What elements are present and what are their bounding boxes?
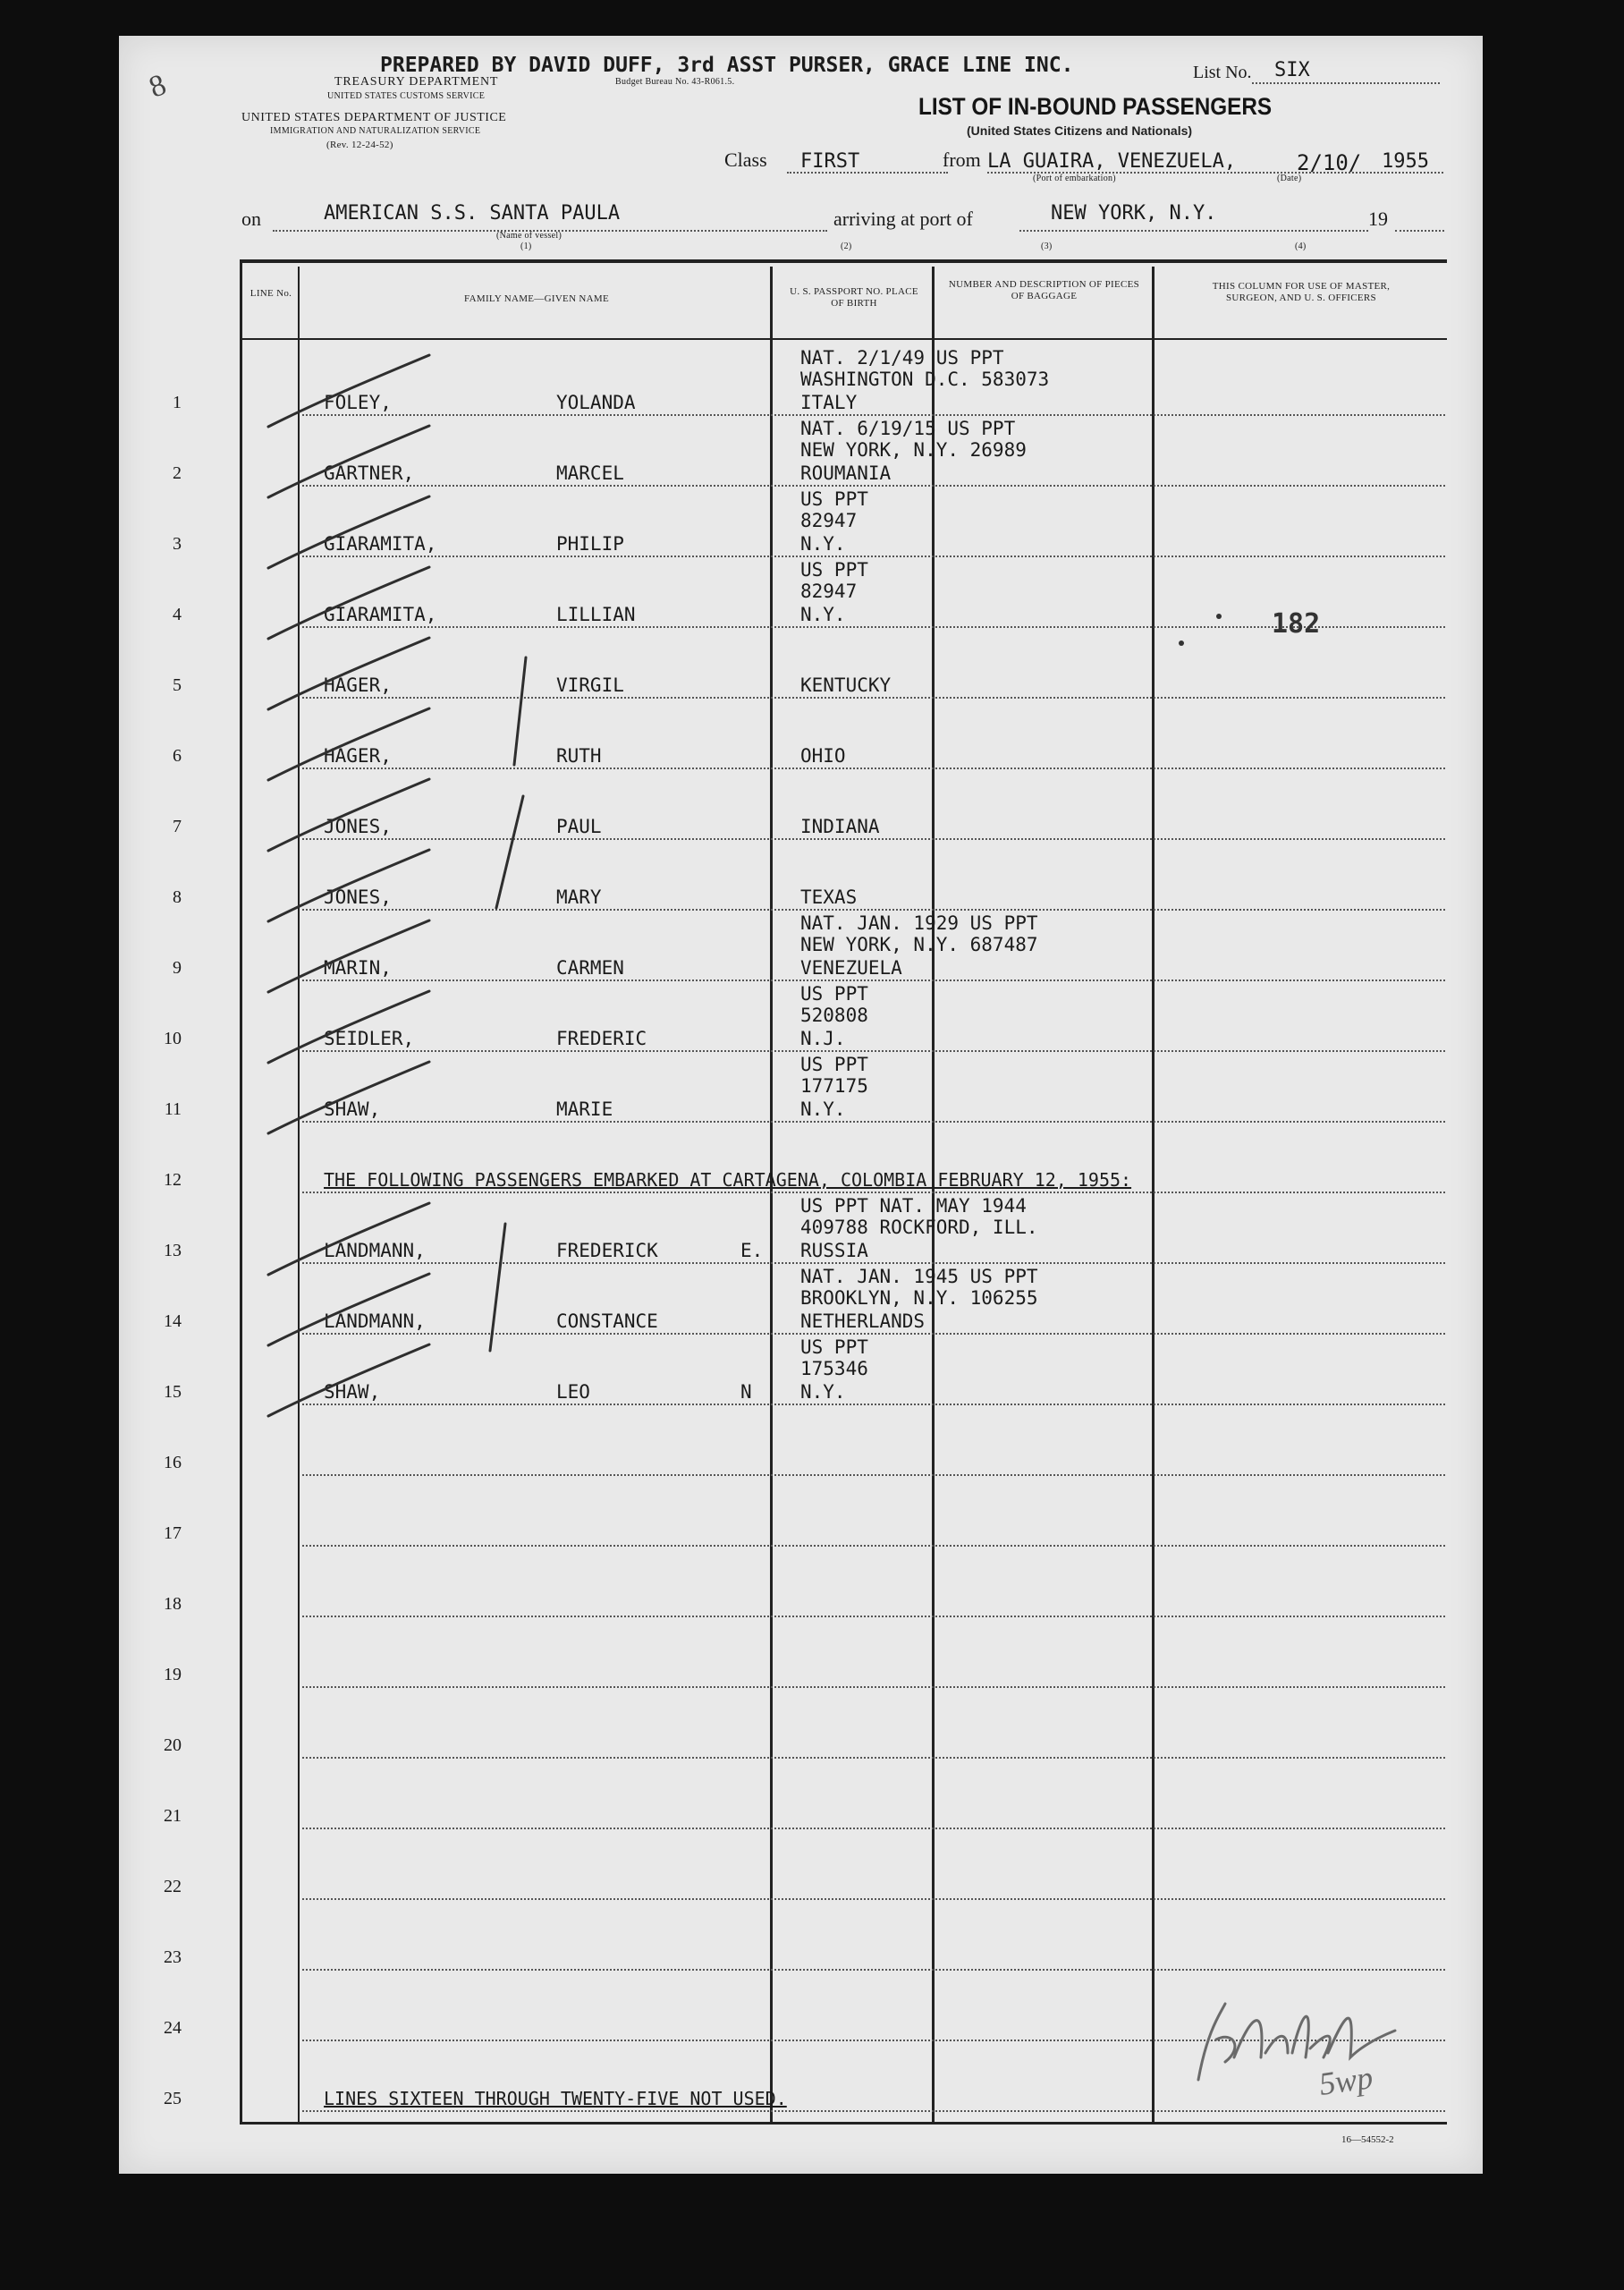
line-number: 19 [164, 1665, 182, 1684]
place-of-birth: VENEZUELA [800, 957, 902, 979]
family-name: JONES, [324, 816, 392, 837]
passport-info-line1: NAT. JAN. 1945 US PPT [800, 1266, 1038, 1287]
passport-info-line1: US PPT [800, 488, 868, 510]
line-number: 23 [164, 1947, 182, 1967]
passport-info-line1: NAT. 6/19/15 US PPT [800, 418, 1016, 439]
row-dotted-rule [302, 556, 1445, 557]
line-number: 8 [173, 887, 182, 907]
row-dotted-rule [302, 1192, 1445, 1193]
family-name: SEIDLER, [324, 1028, 415, 1049]
family-name: FOLEY, [324, 392, 392, 413]
passport-info-line1: US PPT [800, 983, 868, 1005]
given-name: FREDERICK [556, 1240, 658, 1261]
col-header-name: FAMILY NAME—GIVEN NAME [464, 293, 609, 304]
given-name: LEO [556, 1381, 590, 1403]
treasury-department: TREASURY DEPARTMENT [334, 75, 499, 89]
line-number: 14 [164, 1311, 182, 1331]
family-name: SHAW, [324, 1098, 381, 1120]
department-of-justice: UNITED STATES DEPARTMENT OF JUSTICE [241, 111, 507, 124]
family-name: MARIN, [324, 957, 392, 979]
given-name: YOLANDA [556, 392, 636, 413]
passport-info-line1: US PPT [800, 559, 868, 581]
place-of-birth: ITALY [800, 392, 858, 413]
row-dotted-rule [302, 909, 1445, 911]
row-dotted-rule [302, 1333, 1445, 1335]
given-name: FREDERIC [556, 1028, 647, 1049]
line-number: 9 [173, 958, 182, 978]
class-label: Class [724, 148, 767, 171]
family-name: LANDMANN, [324, 1240, 426, 1261]
list-no-label: List No. [1193, 63, 1252, 82]
given-name: PHILIP [556, 533, 624, 555]
middle-initial: N [740, 1381, 752, 1403]
line-number: 12 [164, 1170, 182, 1190]
line-number: 15 [164, 1382, 182, 1402]
officer-initials: 5wp [1316, 2059, 1375, 2102]
line-number: 3 [173, 534, 182, 554]
passport-info-line1: US PPT NAT. MAY 1944 [800, 1195, 1027, 1217]
passport-info-line1: US PPT [800, 1054, 868, 1075]
departure-year: 1955 [1382, 150, 1429, 173]
line-number: 22 [164, 1877, 182, 1896]
given-name: VIRGIL [556, 674, 624, 696]
row-dotted-rule [302, 1545, 1445, 1547]
line-number: 5 [173, 675, 182, 695]
caption-4: (4) [1295, 242, 1307, 251]
given-name: MARY [556, 886, 602, 908]
family-name: HAGER, [324, 745, 392, 767]
caption-3: (3) [1041, 242, 1053, 251]
family-name: GIARAMITA, [324, 604, 437, 625]
row-dotted-rule [302, 1686, 1445, 1688]
col-header-passport: U. S. PASSPORT NO. PLACE OF BIRTH [790, 286, 918, 309]
budget-bureau-number: Budget Bureau No. 43-R061.5. [615, 77, 735, 87]
customs-service: UNITED STATES CUSTOMS SERVICE [327, 91, 486, 101]
form-code: 16—54552-2 [1341, 2134, 1394, 2145]
passport-info-line2: NEW YORK, N.Y. 26989 [800, 439, 1027, 461]
table-left-border [240, 259, 242, 2125]
place-of-birth: N.Y. [800, 604, 846, 625]
family-name: GIARAMITA, [324, 533, 437, 555]
given-name: CONSTANCE [556, 1310, 658, 1332]
vessel-caption: (Name of vessel) [496, 231, 562, 241]
col-divider-baggage [1152, 267, 1155, 2123]
row-dotted-rule [302, 1262, 1445, 1264]
passport-info-line2: 177175 [800, 1075, 868, 1097]
place-of-birth: ROUMANIA [800, 462, 892, 484]
arrival-port: NEW YORK, N.Y. [1051, 202, 1217, 225]
row-dotted-rule [302, 1616, 1445, 1617]
row-dotted-rule [302, 980, 1445, 981]
row-dotted-rule [302, 1404, 1445, 1405]
from-label: from [943, 148, 981, 171]
caption-1: (1) [520, 242, 532, 251]
line-number: 25 [164, 2089, 182, 2108]
list-no-value: SIX [1274, 59, 1310, 81]
form-revision: (Rev. 12-24-52) [326, 140, 393, 150]
given-name: LILLIAN [556, 604, 636, 625]
line-number: 7 [173, 817, 182, 836]
row-note: THE FOLLOWING PASSENGERS EMBARKED AT CARTAGENA, COLOMBIA FEBRUARY 12, 1955: [324, 1169, 1132, 1191]
passport-info-line2: 175346 [800, 1358, 868, 1379]
stamp-dot [1216, 614, 1222, 619]
place-of-birth: OHIO [800, 745, 846, 767]
line-number: 20 [164, 1735, 182, 1755]
line-number: 2 [173, 463, 182, 483]
place-of-birth: KENTUCKY [800, 674, 892, 696]
arriving-label: arriving at port of [833, 208, 973, 230]
row-dotted-rule [302, 838, 1445, 840]
port-caption: (Port of embarkation) [1033, 174, 1116, 183]
row-dotted-rule [302, 1121, 1445, 1123]
passport-info-line2: 82947 [800, 510, 858, 531]
line-number: 21 [164, 1806, 182, 1826]
vessel-name: AMERICAN S.S. SANTA PAULA [324, 202, 621, 225]
line-number: 1 [173, 393, 182, 412]
col-divider-line [298, 267, 300, 2123]
row-note: LINES SIXTEEN THROUGH TWENTY-FIVE NOT USED. [324, 2088, 787, 2109]
family-name: LANDMANN, [324, 1310, 426, 1332]
line-number: 4 [173, 605, 182, 624]
place-of-birth: INDIANA [800, 816, 880, 837]
line-number: 16 [164, 1453, 182, 1472]
passport-info-line2: NEW YORK, N.Y. 687487 [800, 934, 1038, 955]
row-dotted-rule [302, 1969, 1445, 1971]
line-number: 6 [173, 746, 182, 766]
form-subtitle: (United States Citizens and Nationals) [967, 123, 1193, 138]
col-divider-name [770, 267, 773, 2123]
table-bottom-border [240, 2122, 1447, 2125]
given-name: RUTH [556, 745, 602, 767]
place-of-birth: N.Y. [800, 1098, 846, 1120]
row-dotted-rule [302, 697, 1445, 699]
line-number: 18 [164, 1594, 182, 1614]
naturalization-service: IMMIGRATION AND NATURALIZATION SERVICE [270, 126, 481, 136]
middle-initial: E. [740, 1240, 764, 1261]
row-dotted-rule [302, 768, 1445, 769]
stamp-dot [1179, 640, 1184, 646]
line-number: 24 [164, 2018, 182, 2038]
line-number: 17 [164, 1523, 182, 1543]
family-name: SHAW, [324, 1381, 381, 1403]
caption-2: (2) [841, 242, 852, 251]
line-number: 13 [164, 1241, 182, 1260]
header-bottom-rule [241, 338, 1447, 340]
place-of-birth: TEXAS [800, 886, 858, 908]
row-dotted-rule [302, 1828, 1445, 1829]
embarkation-port: LA GUAIRA, VENEZUELA, [987, 150, 1237, 173]
place-of-birth: N.Y. [800, 1381, 846, 1403]
given-name: MARCEL [556, 462, 624, 484]
row-dotted-rule [302, 1474, 1445, 1476]
passport-info-line1: NAT. JAN. 1929 US PPT [800, 912, 1038, 934]
on-label: on [241, 208, 261, 230]
passport-info-line2: 409788 ROCKFORD, ILL. [800, 1217, 1038, 1238]
passport-info-line1: US PPT [800, 1336, 868, 1358]
col-header-line-no: LINE No. [250, 288, 292, 299]
family-name: HAGER, [324, 674, 392, 696]
line-number: 11 [164, 1099, 182, 1119]
family-name: JONES, [324, 886, 392, 908]
passport-info-line2: WASHINGTON D.C. 583073 [800, 369, 1050, 390]
date-caption: (Date) [1277, 174, 1302, 183]
given-name: CARMEN [556, 957, 624, 979]
stamp-number: 182 [1272, 608, 1321, 640]
col-header-baggage: NUMBER AND DESCRIPTION OF PIECES OF BAGGAGE [948, 279, 1140, 301]
row-dotted-rule [302, 2110, 1445, 2112]
passport-info-line2: 520808 [800, 1005, 868, 1026]
row-dotted-rule [302, 414, 1445, 416]
family-name: GARTNER, [324, 462, 415, 484]
passport-info-line1: NAT. 2/1/49 US PPT [800, 347, 1004, 369]
row-dotted-rule [302, 485, 1445, 487]
place-of-birth: N.J. [800, 1028, 846, 1049]
form-title: LIST OF IN-BOUND PASSENGERS [918, 93, 1273, 120]
line-number: 10 [164, 1029, 182, 1048]
row-dotted-rule [302, 1757, 1445, 1759]
passport-info-line2: 82947 [800, 581, 858, 602]
table-top-border [240, 259, 1447, 263]
corner-pencil-mark: 8 [145, 68, 171, 105]
place-of-birth: N.Y. [800, 533, 846, 555]
passport-info-line2: BROOKLYN, N.Y. 106255 [800, 1287, 1038, 1309]
given-name: PAUL [556, 816, 602, 837]
prepared-by-line: PREPARED BY DAVID DUFF, 3rd ASST PURSER, GRACE LINE INC. [380, 54, 1074, 77]
row-dotted-rule [302, 1050, 1445, 1052]
place-of-birth: NETHERLANDS [800, 1310, 926, 1332]
place-of-birth: RUSSIA [800, 1240, 868, 1261]
col-header-officers: THIS COLUMN FOR USE OF MASTER, SURGEON, AND U. S. OFFICERS [1212, 281, 1391, 303]
class-value: FIRST [800, 150, 860, 173]
given-name: MARIE [556, 1098, 613, 1120]
departure-date: 2/10/ [1297, 150, 1362, 175]
year-suffix: 19 [1368, 208, 1388, 230]
row-dotted-rule [302, 1898, 1445, 1900]
